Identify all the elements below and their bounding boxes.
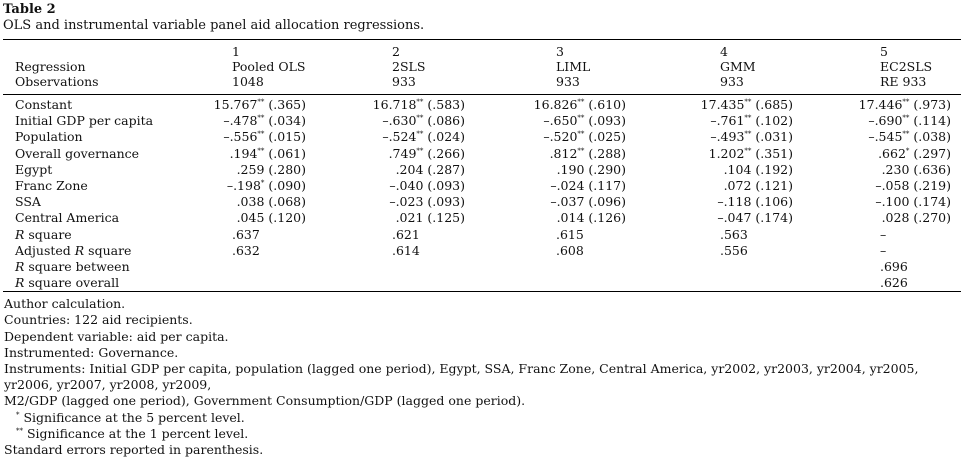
coefficient-value: –.761 <box>710 113 745 129</box>
column-observations: 933 <box>720 74 744 89</box>
coefficient-value: –.024 <box>550 177 585 193</box>
coefficient-value: –.023 <box>389 194 424 210</box>
standard-error: (.610) <box>588 97 626 112</box>
note-countries: Countries: 122 aid recipients. <box>4 312 193 328</box>
standard-error: (.093) <box>588 113 626 129</box>
significance-mark: * <box>16 410 20 419</box>
standard-error: (.270) <box>913 210 951 226</box>
standard-error: (.031) <box>755 129 793 145</box>
table-cell <box>875 178 951 194</box>
table-cell <box>223 113 306 129</box>
significance-mark: ** <box>257 146 265 155</box>
column-header-1 <box>232 44 305 89</box>
table-row <box>3 113 963 129</box>
standard-error: (.219) <box>913 177 951 193</box>
coefficient-value: .038 <box>236 194 265 210</box>
bottom-rule <box>3 291 961 292</box>
standard-error: (.034) <box>268 113 306 129</box>
table-row <box>3 162 963 178</box>
coefficient-value: .615 <box>556 226 584 242</box>
table-cell <box>389 178 465 194</box>
significance-mark: ** <box>416 114 424 123</box>
table-cell <box>868 113 951 129</box>
note-text: Significance at the 5 percent level. <box>23 409 245 425</box>
coefficient-value: 17.446 <box>858 97 903 112</box>
table-figure <box>3 2 963 458</box>
table-cell <box>875 194 951 210</box>
table-cell <box>724 178 793 194</box>
coefficient-value: –.047 <box>717 210 752 226</box>
standard-error: (.290) <box>588 161 626 177</box>
significance-mark: * <box>905 146 910 155</box>
coefficient-value: .696 <box>880 258 908 274</box>
coefficient-value: .230 <box>881 161 910 177</box>
row-label-r: R <box>74 242 85 258</box>
standard-error: (.114) <box>913 113 951 129</box>
standard-error: (.280) <box>268 161 306 177</box>
standard-error: (.068) <box>268 194 306 210</box>
column-name: EC2SLS <box>880 59 933 74</box>
coefficient-value: .259 <box>236 161 265 177</box>
row-label-rest: square <box>24 226 72 242</box>
standard-error: (.192) <box>755 161 793 177</box>
significance-mark: ** <box>416 97 424 106</box>
coefficient-value: 16.826 <box>533 97 578 112</box>
table-cell <box>882 210 951 226</box>
standard-error: (.266) <box>427 145 465 161</box>
coefficient-value: .556 <box>720 242 748 258</box>
column-name: 2SLS <box>392 59 426 74</box>
significance-mark: ** <box>16 426 23 435</box>
column-name: LIML <box>556 59 591 74</box>
significance-mark: ** <box>577 114 585 123</box>
standard-error: (.086) <box>427 113 465 129</box>
coefficient-value: .614 <box>392 242 420 258</box>
column-number: 1 <box>232 44 240 59</box>
coefficient-value: .104 <box>723 161 752 177</box>
note-author: Author calculation. <box>4 296 126 312</box>
table-body <box>3 95 963 291</box>
header-labels <box>15 44 99 89</box>
row-label <box>15 275 119 291</box>
row-label: Egypt <box>15 161 53 177</box>
table-row <box>3 259 963 275</box>
table-row <box>3 129 963 145</box>
column-name: GMM <box>720 59 756 74</box>
coefficient-value: .637 <box>232 226 260 242</box>
row-label-rest: square overall <box>24 275 120 291</box>
standard-error: (.288) <box>588 145 626 161</box>
column-header-5 <box>880 44 932 89</box>
note-instruments-line-1: Instruments: Initial GDP per capita, population (lagged one period), Egypt, SSA, Franc Zone, Central America, yr2002, yr2003, yr2004, yr2005, yr2006, yr2007, yr2008, yr2009, <box>4 361 919 393</box>
significance-mark: ** <box>257 114 265 123</box>
significance-mark: ** <box>744 114 752 123</box>
table-cell <box>382 129 465 145</box>
standard-error: (.061) <box>268 145 306 161</box>
note-instrumented: Instrumented: Governance. <box>4 344 179 360</box>
table-cell <box>880 227 886 243</box>
coefficient-value: – <box>880 242 887 258</box>
standard-error: (.297) <box>913 145 951 161</box>
significance-mark: ** <box>257 130 265 139</box>
row-label-r: R <box>15 226 25 242</box>
table-cell <box>710 113 793 129</box>
header-observations-label: Observations <box>15 74 99 89</box>
table-cell <box>720 227 748 243</box>
coefficient-value: –.493 <box>710 129 745 145</box>
coefficient-value: .014 <box>556 210 585 226</box>
table-cell <box>237 194 306 210</box>
table-cell <box>550 178 626 194</box>
table-cell <box>550 146 626 162</box>
significance-mark: ** <box>744 146 752 155</box>
significance-mark: ** <box>577 146 585 155</box>
significance-mark: * <box>260 178 265 187</box>
row-label-prefix: Adjusted <box>15 242 75 258</box>
coefficient-value: .194 <box>229 145 258 161</box>
coefficient-value: –.524 <box>382 129 417 145</box>
note-significance-5 <box>4 410 963 426</box>
coefficient-value: –.690 <box>868 113 903 129</box>
table-cell <box>373 97 465 113</box>
standard-error: (.121) <box>755 177 793 193</box>
coefficient-value: .621 <box>392 226 420 242</box>
coefficient-value: 15.767 <box>213 97 258 112</box>
coefficient-value: .190 <box>556 161 585 177</box>
table-row <box>3 146 963 162</box>
table-caption: OLS and instrumental variable panel aid allocation regressions. <box>3 18 425 33</box>
row-label-rest: square <box>84 242 132 258</box>
significance-mark: ** <box>902 114 910 123</box>
significance-mark: ** <box>744 97 752 106</box>
coefficient-value: .626 <box>880 275 908 291</box>
standard-error: (.174) <box>755 210 793 226</box>
row-label-rest: square between <box>24 258 130 274</box>
table-row <box>3 210 963 226</box>
significance-mark: ** <box>577 97 585 106</box>
coefficient-value: –.520 <box>543 129 578 145</box>
table-row <box>3 243 963 259</box>
coefficient-value: 1.202 <box>708 145 745 161</box>
row-label <box>15 227 72 243</box>
coefficient-value: –.478 <box>223 113 258 129</box>
column-name: Pooled OLS <box>232 59 306 74</box>
row-label-r: R <box>15 275 25 291</box>
row-label <box>15 243 131 259</box>
coefficient-value: .608 <box>556 242 584 258</box>
standard-error: (.102) <box>755 113 793 129</box>
coefficient-value: .563 <box>720 226 748 242</box>
table-cell <box>389 146 465 162</box>
coefficient-value: 17.435 <box>700 97 745 112</box>
coefficient-value: .045 <box>236 210 265 226</box>
table-cell <box>389 194 465 210</box>
table-row <box>3 97 963 113</box>
standard-error: (.351) <box>755 145 793 161</box>
table-row <box>3 275 963 291</box>
coefficient-value: .812 <box>549 145 578 161</box>
table-cell <box>550 194 626 210</box>
coefficient-value: .021 <box>395 210 424 226</box>
standard-error: (.096) <box>588 194 626 210</box>
row-label: Constant <box>15 97 73 112</box>
row-label: Overall governance <box>15 145 140 161</box>
column-header-4 <box>720 44 756 89</box>
standard-error: (.090) <box>268 177 306 193</box>
significance-mark: ** <box>416 146 424 155</box>
table-cell <box>880 275 908 291</box>
coefficient-value: .204 <box>395 161 424 177</box>
table-cell <box>710 129 793 145</box>
column-number: 2 <box>392 44 400 59</box>
table-cell <box>396 210 465 226</box>
table-row <box>3 227 963 243</box>
table-cell <box>701 97 793 113</box>
standard-error: (.636) <box>913 161 951 177</box>
table-cell <box>382 113 465 129</box>
table-cell <box>214 97 306 113</box>
row-label: SSA <box>15 194 41 210</box>
table-cell <box>556 227 584 243</box>
coefficient-value: –.118 <box>717 194 752 210</box>
column-observations: 933 <box>556 74 580 89</box>
column-number: 4 <box>720 44 728 59</box>
standard-error: (.093) <box>427 194 465 210</box>
table-cell <box>223 129 306 145</box>
coefficient-value: –.545 <box>868 129 903 145</box>
table-cell <box>882 162 951 178</box>
table-title: Table 2 <box>3 2 56 17</box>
table-row <box>3 178 963 194</box>
coefficient-value: 16.718 <box>372 97 417 112</box>
note-standard-errors: Standard errors reported in parenthesis. <box>4 442 264 458</box>
coefficient-value: .632 <box>232 242 260 258</box>
table-cell <box>880 243 886 259</box>
table-row <box>3 194 963 210</box>
note-significance-1 <box>4 426 963 442</box>
table-cell <box>392 227 420 243</box>
coefficient-value: .662 <box>878 145 906 161</box>
table-cell <box>556 243 584 259</box>
significance-mark: ** <box>744 130 752 139</box>
column-observations: 1048 <box>232 74 264 89</box>
standard-error: (.024) <box>427 129 465 145</box>
table-cell <box>868 129 951 145</box>
table-cell <box>543 113 626 129</box>
table-cell <box>724 162 793 178</box>
significance-mark: ** <box>902 130 910 139</box>
coefficient-value: –.100 <box>875 194 910 210</box>
table-cell <box>557 210 626 226</box>
table-cell <box>396 162 465 178</box>
row-label: Initial GDP per capita <box>15 113 154 129</box>
standard-error: (.117) <box>588 177 626 193</box>
table-cell <box>543 129 626 145</box>
standard-error: (.120) <box>268 210 306 226</box>
row-label <box>15 259 130 275</box>
table-cell <box>717 210 793 226</box>
table-cell <box>709 146 793 162</box>
column-number: 5 <box>880 44 888 59</box>
row-label: Franc Zone <box>15 177 88 193</box>
coefficient-value: – <box>880 226 887 242</box>
note-instruments-line-2: M2/GDP (lagged one period), Government Consumption/GDP (lagged one period). <box>4 393 526 409</box>
coefficient-value: –.630 <box>382 113 417 129</box>
significance-mark: ** <box>902 97 910 106</box>
header-regression-label: Regression <box>15 59 86 74</box>
standard-error: (.973) <box>913 97 951 112</box>
standard-error: (.126) <box>588 210 626 226</box>
coefficient-value: .749 <box>388 145 417 161</box>
table-cell <box>720 243 748 259</box>
table-cell <box>534 97 626 113</box>
significance-mark: ** <box>577 130 585 139</box>
standard-error: (.106) <box>755 194 793 210</box>
standard-error: (.174) <box>913 194 951 210</box>
coefficient-value: –.040 <box>389 177 424 193</box>
column-header-3 <box>556 44 590 89</box>
table-cell <box>237 162 306 178</box>
standard-error: (.038) <box>913 129 951 145</box>
table-cell <box>237 210 306 226</box>
table-cell <box>880 259 908 275</box>
column-number: 3 <box>556 44 564 59</box>
coefficient-value: .072 <box>723 177 752 193</box>
significance-mark: ** <box>257 97 265 106</box>
coefficient-value: –.650 <box>543 113 578 129</box>
table-cell <box>392 243 420 259</box>
table-notes <box>3 296 963 458</box>
table-cell <box>232 227 260 243</box>
note-dependent-variable: Dependent variable: aid per capita. <box>4 328 229 344</box>
standard-error: (.125) <box>427 210 465 226</box>
standard-error: (.025) <box>588 129 626 145</box>
row-label-r: R <box>15 258 25 274</box>
standard-error: (.583) <box>427 97 465 112</box>
column-observations: 933 <box>392 74 416 89</box>
table-cell <box>232 243 260 259</box>
row-label: Population <box>15 129 83 145</box>
note-text: Significance at the 1 percent level. <box>26 425 249 441</box>
standard-error: (.287) <box>427 161 465 177</box>
column-header-2 <box>392 44 425 89</box>
standard-error: (.093) <box>427 177 465 193</box>
column-observations: RE 933 <box>880 74 927 89</box>
table-cell <box>557 162 626 178</box>
coefficient-value: –.058 <box>875 177 910 193</box>
table-cell <box>227 178 306 194</box>
coefficient-value: –.556 <box>223 129 258 145</box>
table-header <box>3 40 963 88</box>
standard-error: (.015) <box>268 129 306 145</box>
coefficient-value: –.198 <box>226 177 261 193</box>
standard-error: (.365) <box>268 97 306 112</box>
table-cell <box>717 194 793 210</box>
table-cell <box>878 146 951 162</box>
coefficient-value: –.037 <box>550 194 585 210</box>
row-label: Central America <box>15 210 120 226</box>
table-cell <box>859 97 951 113</box>
coefficient-value: .028 <box>881 210 910 226</box>
table-cell <box>230 146 306 162</box>
standard-error: (.685) <box>755 97 793 112</box>
significance-mark: ** <box>416 130 424 139</box>
